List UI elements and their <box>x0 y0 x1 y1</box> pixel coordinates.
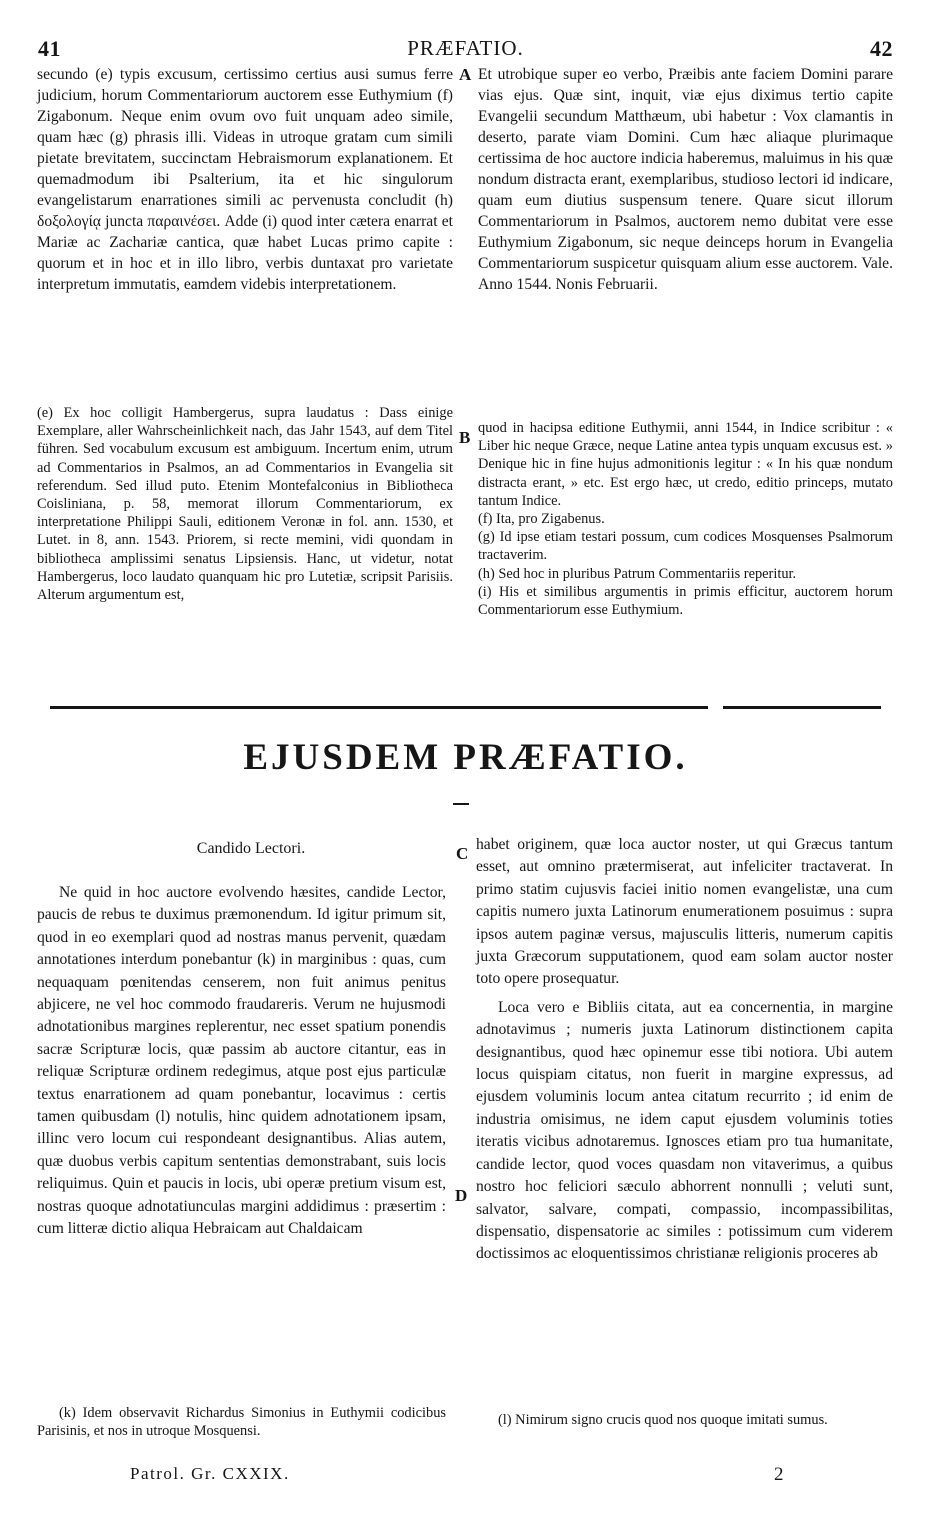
section-rule-right <box>723 706 881 709</box>
section-rule <box>50 706 708 709</box>
margin-marker-c: C <box>456 844 469 863</box>
footnote-f: (f) Ita, pro Zigabenus. <box>478 511 605 528</box>
paragraph: Ne quid in hoc auctore evolvendo hæsites, candide Lector, paucis de rebus te duximus præmonendum. Id igitur primum sit, quod in eo exemplari quod ad nostras manus pervenit, quædam annotationes interdum ponebantur (k) in marginibus : quas, cum nequaquam pœnitendas censerem, non fuit animus penitus abjicere, ne vel hoc commodo fraudareris. Verum ne hujusmodi adnotationibus margines replerentur, nec esset spatium ponendis sacræ Scripturæ locis, quæ passim ab auctore citantur, eas in reliquæ Scripturæ ordinem redegimus, atque post ejus particulæ textus enarrationem ad quam ponebantur, locavimus : certis tamen quibusdam (l) notulis, hinc quidem adnotationem ipsam, illinc vero locum cui respondeant designantibus. Alias autem, quæ duobus verbis capitum sententias demonstrabant, suis locis reliquimus. Quin et paucis in locis, ubi operæ pretium visum est, nostras quoque adnotatiunculas margini addidimus : præsertim : cum litteræ dictio aliqua Hebraicam aut Chaldaicam <box>37 884 446 1238</box>
page-number-right: 42 <box>870 36 893 61</box>
footnote-k: (k) Idem observavit Richardus Simonius in Euthymii codicibus Parisinis, et nos in utroque Mosquensi. <box>37 1405 446 1440</box>
footnote-cont: quod in hacipsa editione Euthymii, anni 1544, in Indice scribitur : « Liber hic neque Græce, neque Latine antea typis unquam excusus est. » Denique hic in fine hujus admonitionis legitur : « In his quæ nondum distracta erant, » etc. Est ergo hæc, ut credo, editio princeps, mutato tantum Indice. <box>478 420 893 509</box>
margin-marker-b: B <box>459 428 471 447</box>
paragraph: secundo (e) typis excusum, certissimo certius ausi sumus ferre judicium, horum Commentariorum auctorem esse Euthymium (f) Zigabonum. Neque enim ovum ovo fuit unquam adeo simile, quam hæc (g) phrasis illi. Videas in utroque gratam cum simili pietate brevitatem, succinctam Hebraismorum explanationem. Et quemadmodum ibi Psalterium, ita et hic singulorum evangelistarum enarrationes simili ac pervenusta concludit (h) δοξολογίᾳ juncta παραινέσει. Adde (i) quod inter cætera enarrat et Mariæ ac Zachariæ cantica, quæ habet Lucas primo capite : quorum et in hoc et in illo libro, verbis duntaxat pro varietate interpretum immutatis, eamdem videbis interpretationem. <box>37 66 453 293</box>
paragraph: habet originem, quæ loca auctor noster, ut qui Græcus tantum esset, aut omnino prætermiserat, aut infeliciter tractaverat. In primo statim cujusvis faciei initio nomen evangelistæ, una cum capitis numero juxta Latinorum enumerationem posuimus : supra ipsos autem paginæ versus, majusculis litteris, numerum capitis juxta Græcorum supputationem, quod eam solam auctor noster toto opere prosequatur. <box>476 836 893 988</box>
signature-mark: 2 <box>774 1464 784 1485</box>
margin-marker-d: D <box>455 1186 468 1205</box>
title-dash <box>453 803 469 805</box>
page-number-left: 41 <box>38 36 61 61</box>
section-right-column <box>476 834 893 1266</box>
paragraph: Loca vero e Bibliis citata, aut ea concernentia, in margine adnotavimus ; numeris juxta Latinorum distinctionem capita designantibus, quod hæc opinemur esse tibi notiora. Ubi autem locus quispiam citatus, non fuerit in margine expressus, ad ejusdem voluminis locum antea citatum recurrito ; id enim de industria omisimus, ne idem caput ejusdem voluminis toties iteratis vicibus adnotaremus. Ignosces etiam pro tua humanitate, candide lector, quod voces quasdam non vitaverimus, a quibus nostro hoc feliciori sæculo abhorrent nonnulli ; veluti sunt, salvator, salvare, compati, compassio, incompassibilitas, dispensatio, dispensatorie ac similes : potissimum cum viderem doctissimos ac eloquentissimos christianæ religionis proceres ab <box>476 998 893 1263</box>
section-left-footnote <box>37 1404 446 1440</box>
section-left-column <box>37 882 446 1241</box>
footnote-g: (g) Id ipse etiam testari possum, cum codices Mosquenses Psalmorum tractaverim. <box>478 529 893 564</box>
section-title: EJUSDEM PRÆFATIO. <box>243 737 688 778</box>
top-left-footnotes <box>37 404 453 604</box>
footnote-h: (h) Sed hoc in pluribus Patrum Commentariis reperitur. <box>478 565 797 582</box>
top-right-column <box>478 64 893 295</box>
footnote-i: (i) His et similibus argumentis in primis efficitur, auctorem horum Commentariorum esse Euthymium. <box>478 583 893 619</box>
section-address: Candido Lectori. <box>196 840 306 857</box>
paragraph: Et utrobique super eo verbo, Præibis ante faciem Domini parare vias ejus. Quæ sint, inquit, viæ ejus diximus tertio capite Evangelii secundum Matthæum, ubi habetur : Vox clamantis in deserto, parate viam Domini. Cum hæc aliaque plurimaque certissima de hoc auctore indicia haberemus, maluimus in his quæ nondum distracta erant, exemplaribus, studioso lectori id indicare, quam eum diutius suspensum tenere. Quare sicut illorum Commentariorum in Psalmos, auctorem nemo dubitat vere esse Euthymium Zigabonum, sic neque deinceps horum in Evangelia Commentariorum suspicetur quisquam alium esse auctorem. Vale. Anno 1544. Nonis Februarii. <box>478 66 893 293</box>
top-left-column <box>37 64 453 295</box>
section-right-footnote <box>476 1411 893 1429</box>
margin-marker-a: A <box>459 65 472 84</box>
running-title: PRÆFATIO. <box>407 36 524 60</box>
footnote-l: (l) Nimirum signo crucis quod nos quoque imitati sumus. <box>498 1412 828 1428</box>
series-mark: Patrol. Gr. CXXIX. <box>130 1464 290 1483</box>
footnote-e: (e) Ex hoc colligit Hambergerus, supra laudatus : Dass einige Exemplare, aller Wahrscheinlichkeit nach, das Jahr 1543, auf dem Titel führen. Sed vocabulum excusum est ambiguum. Incertum enim, utrum ad Commentarios in Psalmos, an ad Commentarios in Evangelia sit referendum. Sed illud puto. Etenim Montefalconius in Bibliotheca Coisliniana, p. 58, memorat illorum Commentariorum, ex interpretatione Philippi Sauli, editionem Veronæ in fol. ann. 1530, et Lutet. in 8, ann. 1543. Priorem, si recte memini, vidi quondam in bibliotheca amplissimi senatus Lipsiensis. Hanc, ut videtur, notat Hambergerus, loco laudato quanquam hic pro Lutetiæ, scripsit Parisiis. Alterum argumentum est, <box>37 405 453 604</box>
top-right-footnotes <box>478 419 893 619</box>
